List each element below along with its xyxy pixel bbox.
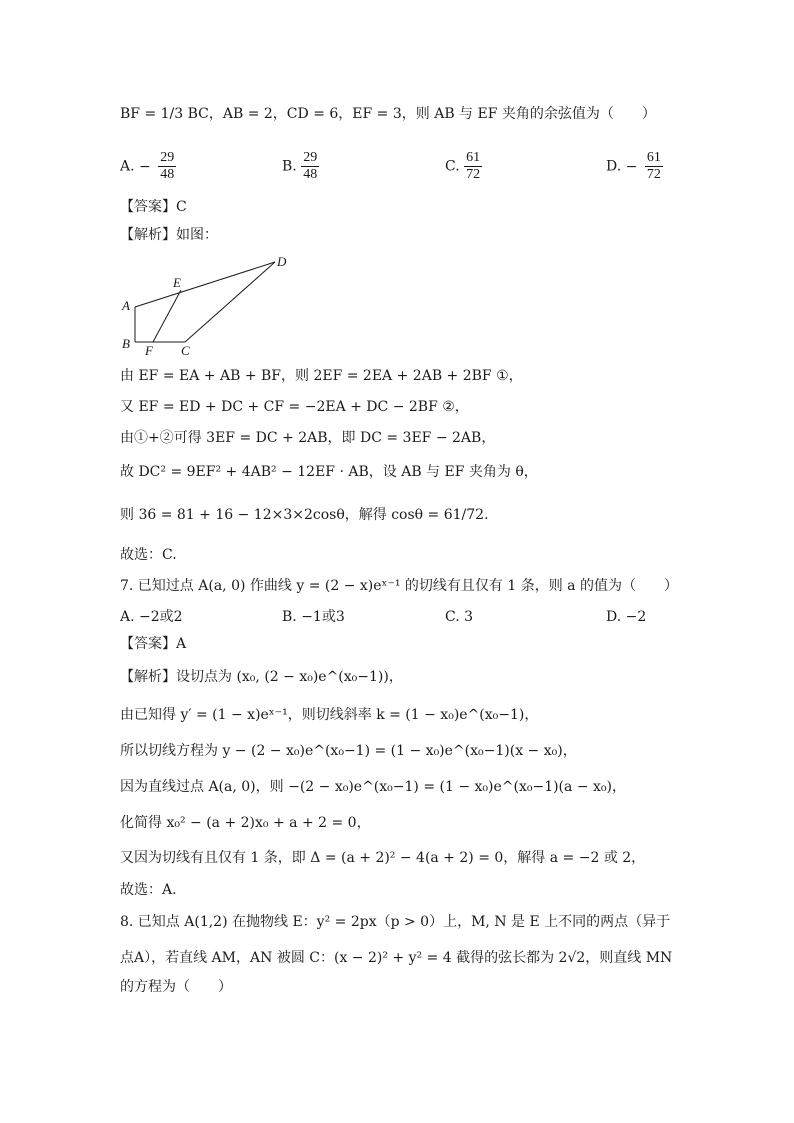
q8-line-1: 8. 已知点 A(1,2) 在抛物线 E：y² = 2px（p > 0）上，M, N 是 E 上不同的两点（异于: [120, 914, 671, 930]
label-b: B: [122, 336, 130, 351]
q7-stem: 7. 已知过点 A(a, 0) 作曲线 y = (2 − x)eˣ⁻¹ 的切线有且仅有 1 条，则 a 的值为（ ）: [120, 578, 678, 594]
q6-step-3: 由①+②可得 3EF = DC + 2AB，即 DC = 3EF − 2AB，: [120, 430, 496, 446]
label-e: E: [173, 275, 181, 290]
q6-answer: 【答案】C: [120, 199, 187, 215]
q7-conclusion: 故选：A.: [120, 882, 177, 898]
q7-step-3: 所以切线方程为 y − (2 − x₀)e^(x₀−1) = (1 − x₀)e^(x₀−1)(x − x₀)，: [120, 743, 577, 759]
q7-step-6: 又因为切线有且仅有 1 条，即 Δ = (a + 2)² − 4(a + 2) = 0，解得 a = −2 或 2，: [120, 850, 646, 866]
q7-step-2: 由已知得 y′ = (1 − x)eˣ⁻¹，则切线斜率 k = (1 − x₀)e^(x₀−1)，: [120, 707, 539, 723]
q6-step-4: 故 DC² = 9EF² + 4AB² − 12EF · AB，设 AB 与 EF 夹角为 θ，: [120, 464, 538, 480]
q7-step-5: 化简得 x₀² − (a + 2)x₀ + a + 2 = 0，: [120, 815, 371, 831]
q6-option-a: A. − $\frac{29}{48}$: [120, 150, 175, 182]
q6-stem: BF = 1/3 BC，AB = 2，CD = 6，EF = 3，则 AB 与 EF 夹角的余弦值为（ ）: [120, 106, 656, 122]
q6-step-5: 则 36 = 81 + 16 − 12×3×2cosθ，解得 cosθ = 61/72.: [120, 507, 489, 523]
q6-option-c-fraction: $\frac{61}{72}$: [466, 150, 481, 182]
q7-option-d: D. −2: [606, 609, 647, 625]
label-c: C: [181, 343, 190, 358]
figure-lines: [135, 262, 275, 342]
q7-option-a: A. −2或2: [120, 609, 183, 625]
q7-step-1: 【解析】设切点为 (x₀, (2 − x₀)e^(x₀−1))，: [120, 669, 403, 685]
q6-option-d-fraction: $\frac{61}{72}$: [646, 150, 661, 182]
q6-analysis-head: 【解析】如图：: [120, 227, 218, 243]
q6-option-d: D. − $\frac{61}{72}$: [606, 150, 661, 182]
q6-option-a-fraction: $\frac{29}{48}$: [160, 150, 175, 182]
label-d: D: [277, 254, 287, 269]
q6-option-c: C. $\frac{61}{72}$: [445, 150, 481, 182]
label-a: A: [122, 298, 130, 313]
label-f: F: [145, 343, 153, 358]
q7-step-4: 因为直线过点 A(a, 0)，则 −(2 − x₀)e^(x₀−1) = (1 − x₀)e^(x₀−1)(a − x₀)，: [120, 779, 626, 795]
q6-step-2: 又 EF = ED + DC + CF = −2EA + DC − 2BF ②，: [120, 399, 469, 415]
segment-ef: [153, 290, 181, 342]
q6-option-b: B. $\frac{29}{48}$: [282, 150, 318, 182]
segment-cd: [185, 262, 275, 342]
q6-conclusion: 故选：C.: [120, 547, 177, 563]
trapezoid-figure: [115, 252, 305, 362]
q7-option-b: B. −1或3: [282, 609, 345, 625]
segment-ad: [135, 262, 275, 307]
q6-step-1: 由 EF = EA + AB + BF，则 2EF = 2EA + 2AB + 2BF ①，: [120, 368, 523, 384]
q8-line-3: 的方程为（ ）: [120, 979, 232, 995]
q6-option-b-fraction: $\frac{29}{48}$: [303, 150, 318, 182]
q7-answer: 【答案】A: [120, 636, 187, 652]
q7-option-c: C. 3: [445, 609, 474, 625]
q8-line-2: 点A），若直线 AM，AN 被圆 C：(x − 2)² + y² = 4 截得的弦长都为 2√2，则直线 MN: [120, 950, 673, 966]
